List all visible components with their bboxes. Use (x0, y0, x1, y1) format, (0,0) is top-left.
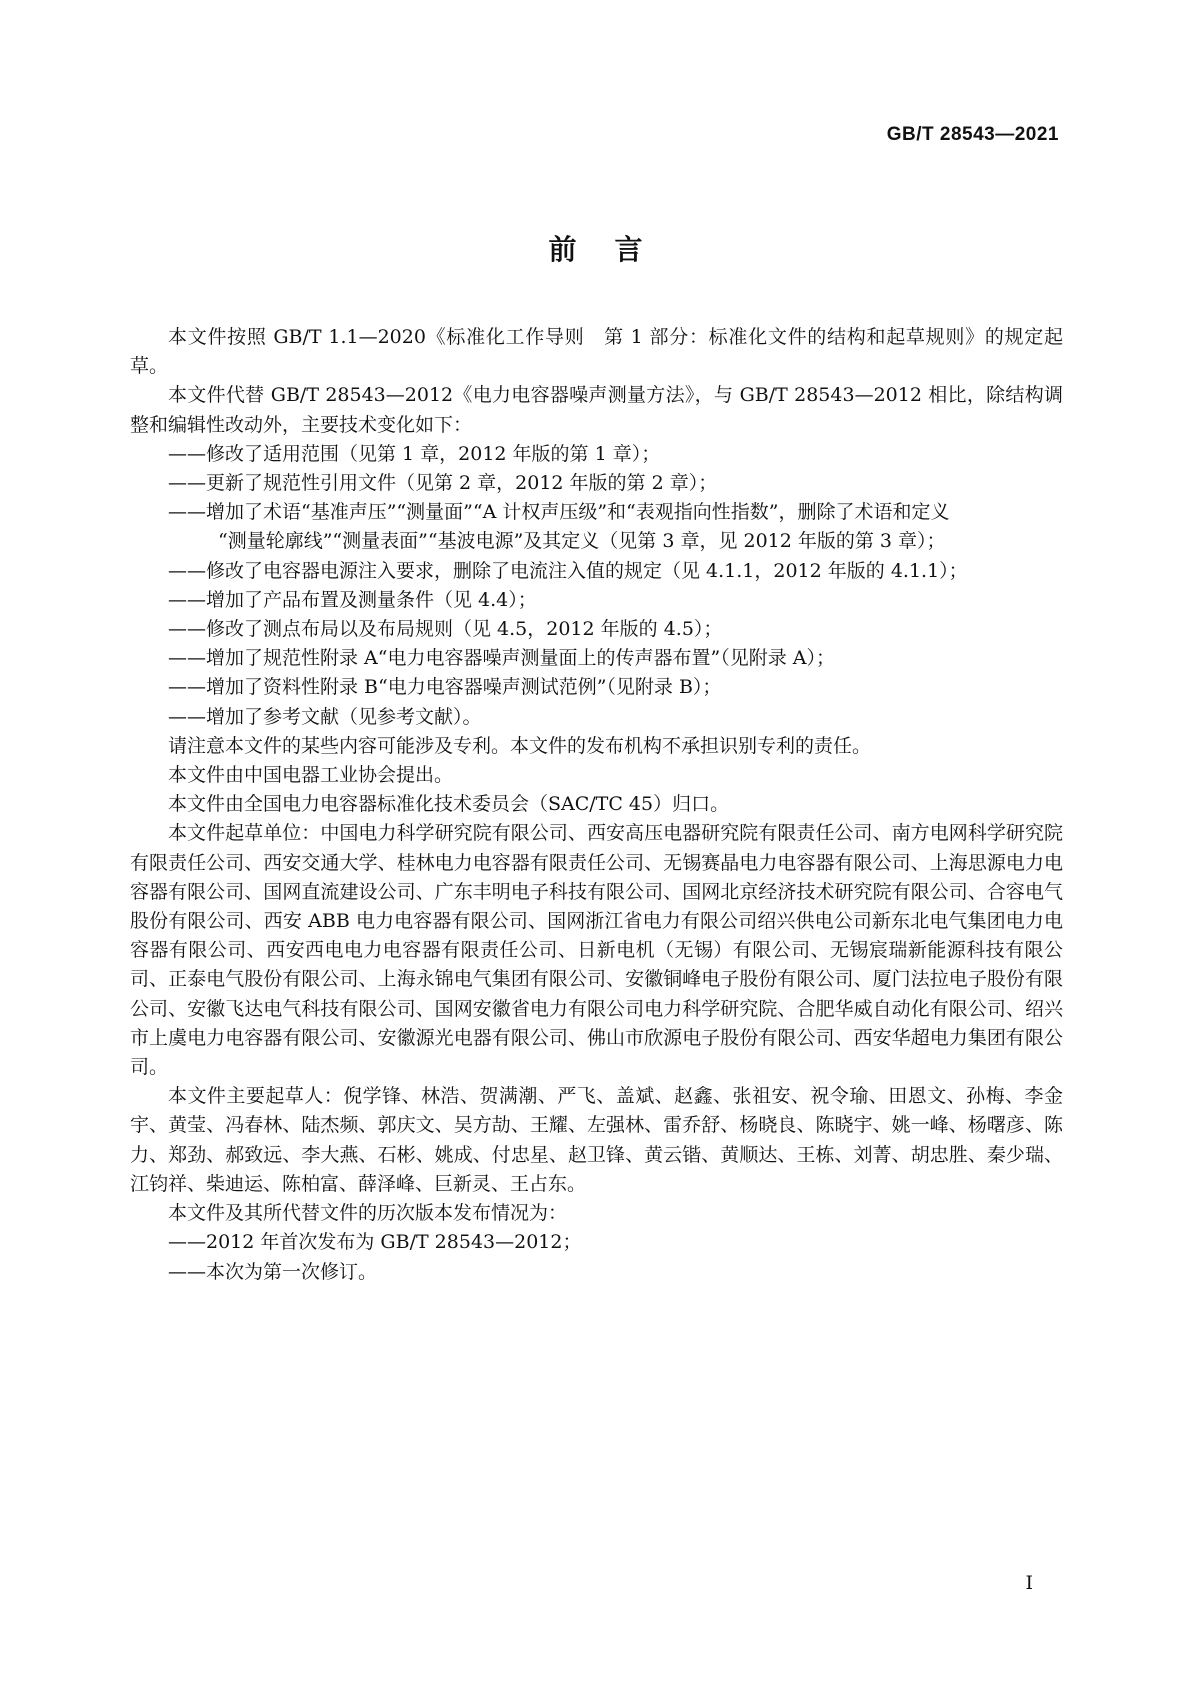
change-item: ——增加了资料性附录 B“电力电容器噪声测试范例”（见附录 B）； (168, 676, 722, 699)
paragraph-drafting-units: 本文件起草单位：中国电力科学研究院有限公司、西安高压电器研究院有限责任公司、南方电网科学研究院有限责任公司、西安交通大学、桂林电力电容器有限责任公司、无锡赛晶电力电容器有限公司、上海思源电力电容器有限公司、国网直流建设公司、广东丰明电子科技有限公司、国网北京经济技术研究院有限公司、合容电气股份有限公司、西安 ABB 电力电容器有限公司、国网浙江省电力有限公司绍兴供电公司新东北电气集团电力电容器有限公司、西安西电电力电容器有限责任公司、日新电机（无锡）有限公司、无锡宸瑞新能源科技有限公司、正泰电气股份有限公司、上海永锦电气集团有限公司、安徽铜峰电子股份有限公司、厦门法拉电子股份有限公司、安徽飞达电气科技有限公司、国网安徽省电力有限公司电力科学研究院、合肥华威自动化有限公司、绍兴市上虞电力电容器有限公司、安徽源光电器有限公司、佛山市欣源电子股份有限公司、西安华超电力集团有限公司。 (130, 822, 1063, 1079)
change-item: ——修改了测点布局以及布局规则（见 4.5，2012 年版的 4.5）； (168, 618, 723, 641)
history-item: ——本次为第一次修订。 (168, 1260, 378, 1283)
change-item: ——增加了参考文献（见参考文献）。 (168, 705, 482, 728)
paragraph-proposer: 本文件由中国电器工业协会提出。 (168, 764, 454, 787)
paragraph-committee: 本文件由全国电力电容器标准化技术委员会（SAC/TC 45）归口。 (168, 793, 730, 816)
standard-code: GB/T 28543—2021 (886, 124, 1059, 145)
foreword-body (130, 323, 1063, 1287)
change-item: ——更新了规范性引用文件（见第 2 章，2012 年版的第 2 章）； (168, 472, 718, 495)
page-number: I (1025, 1572, 1033, 1594)
change-item: ——修改了适用范围（见第 1 章，2012 年版的第 1 章）； (168, 442, 661, 465)
paragraph-history-intro: 本文件及其所代替文件的历次版本发布情况为： (168, 1202, 568, 1225)
change-item-continuation: “测量轮廓线”“测量表面”“基波电源”及其定义（见第 3 章，见 2012 年版的第 3 章）； (218, 530, 946, 553)
change-item: ——增加了产品布置及测量条件（见 4.4）； (168, 588, 537, 611)
page-title: 前言 (548, 233, 681, 266)
change-item: ——增加了规范性附录 A“电力电容器噪声测量面上的传声器布置”（见附录 A）； (168, 647, 835, 670)
paragraph-drafting-rules: 本文件按照 GB/T 1.1—2020《标准化工作导则 第 1 部分：标准化文件的结构和起草规则》的规定起草。 (130, 326, 1063, 378)
paragraph-replacement: 本文件代替 GB/T 28543—2012《电力电容器噪声测量方法》，与 GB/T 28543—2012 相比，除结构调整和编辑性改动外，主要技术变化如下： (130, 384, 1063, 436)
change-item: ——修改了电容器电源注入要求，删除了电流注入值的规定（见 4.1.1，2012 年版的 4.1.1）； (168, 559, 968, 582)
history-item: ——2012 年首次发布为 GB/T 28543—2012； (168, 1231, 582, 1254)
change-item: ——增加了术语“基准声压”“测量面”“A 计权声压级”和“表观指向性指数”，删除了术语和定义 (168, 501, 950, 524)
paragraph-drafters: 本文件主要起草人：倪学锋、林浩、贺满潮、严飞、盖斌、赵鑫、张祖安、祝令瑜、田恩文、孙梅、李金宇、黄莹、冯春林、陆杰频、郭庆文、吴方劼、王耀、左强林、雷乔舒、杨晓良、陈晓宇、姚一峰、杨曙彦、陈力、郑劲、郝致远、李大燕、石彬、姚成、付忠星、赵卫锋、黄云锴、黄顺达、王栋、刘菁、胡忠胜、秦少瑞、江钧祥、柴迪运、陈柏富、薛泽峰、巨新灵、王占东。 (130, 1085, 1063, 1195)
paragraph-patent-notice: 请注意本文件的某些内容可能涉及专利。本文件的发布机构不承担识别专利的责任。 (168, 734, 872, 757)
